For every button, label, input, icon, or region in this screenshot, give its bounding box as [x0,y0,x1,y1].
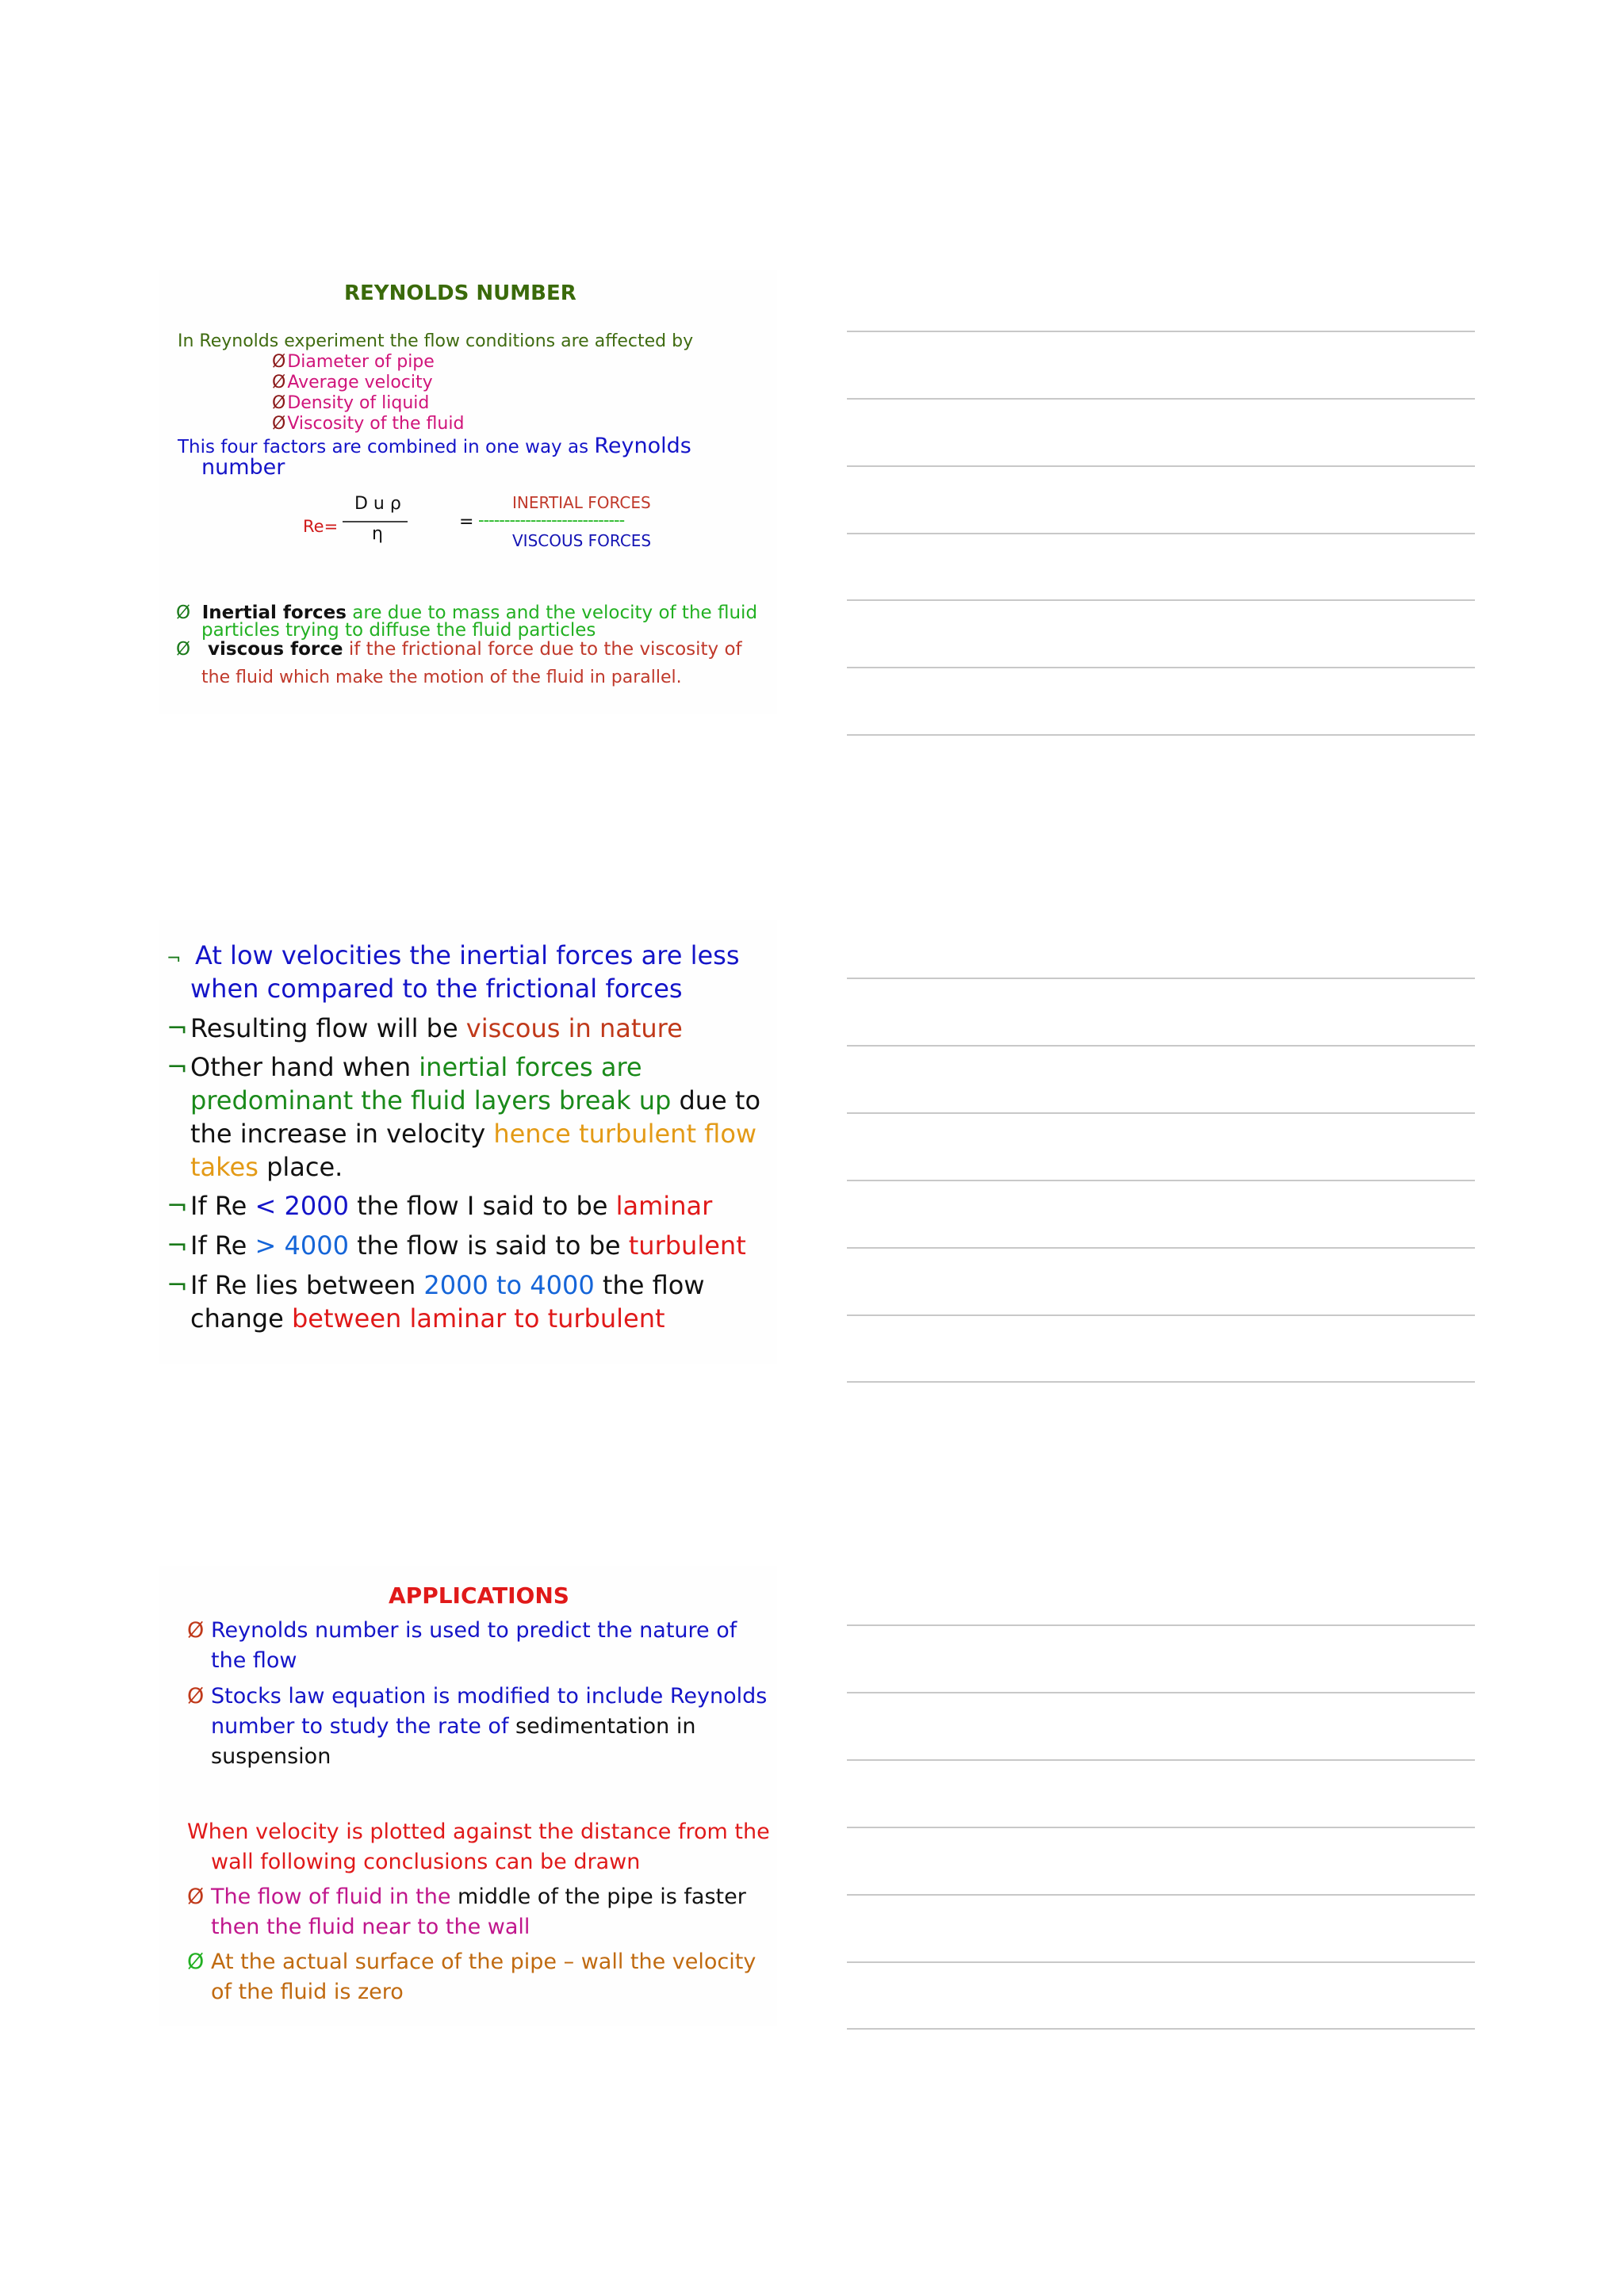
factor-item [272,373,433,392]
list-item: Ø Stocks law equation is modified to include Reynolds [187,1684,768,1709]
equation-numerator: D u ρ [354,494,401,514]
note-line [847,465,1475,467]
factor-label: Density of liquid [287,393,430,413]
list-item-cont: number to study the rate of sedimentation in [211,1714,696,1739]
list-item: Ø Reynolds number is used to predict the nature of [187,1618,737,1643]
intro-text: In Reynolds experiment the flow conditions are affected by [178,331,694,351]
viscous-force-cont: the fluid which make the motion of the fluid in parallel. [201,668,682,687]
list-item-cont: then the fluid near to the wall [211,1915,530,1939]
list-item-cont: when compared to the frictional forces [190,974,683,1004]
note-line [847,1624,1475,1626]
equation-lhs: Re= [303,517,339,536]
bullet-marker: Ø [272,373,286,392]
factor-item [272,414,464,434]
factor-item [272,393,429,413]
note-line [847,1827,1475,1828]
note-line [847,1961,1475,1963]
note-line [847,734,1475,736]
bullet-marker: Ø [272,393,286,413]
note-line [847,2028,1475,2030]
list-item-cont: takes place. [190,1152,343,1182]
fraction-bar [343,521,408,522]
equals-sign: = [459,512,474,532]
paragraph-cont: wall following conclusions can be drawn [211,1850,641,1874]
note-line [847,1247,1475,1249]
note-line [847,331,1475,332]
note-line [847,1381,1475,1383]
note-line [847,1692,1475,1693]
bullet-marker: Ø [272,352,286,372]
ratio-denominator: VISCOUS FORCES [512,531,652,550]
note-line [847,1314,1475,1316]
factor-label: Viscosity of the fluid [287,414,465,434]
note-line [847,1894,1475,1896]
factor-label: Average velocity [287,373,433,392]
combined-text: This four factors are combined in one way as Reynolds number [178,434,691,480]
paragraph: When velocity is plotted against the distance from the [187,1820,770,1844]
list-item-cont: of the fluid is zero [211,1980,404,2004]
note-line [847,1112,1475,1114]
bullet-marker: Ø [272,414,286,434]
list-item-cont: suspension [211,1744,331,1769]
note-line [847,1045,1475,1047]
note-line [847,398,1475,400]
note-line [847,667,1475,668]
list-item: ¬Other hand when inertial forces are [167,1052,642,1082]
list-item-cont: the flow [211,1648,297,1673]
note-line [847,1180,1475,1181]
list-item: ¬If Re < 2000 the flow I said to be laminar [167,1191,713,1221]
note-line [847,599,1475,601]
note-line [847,533,1475,534]
factor-label: Diameter of pipe [287,352,435,372]
note-line [847,978,1475,979]
list-item: ¬ At low velocities the inertial forces are less [167,940,740,970]
list-item-cont: predominant the fluid layers break up due to [190,1085,761,1115]
list-item: ¬Resulting flow will be viscous in nature [167,1013,683,1043]
note-line [847,1759,1475,1761]
viscous-force-bullet: Ø viscous force if the frictional force due to the viscosity of [176,639,742,660]
factor-item [272,352,435,372]
list-item: Ø The flow of fluid in the middle of the pipe is faster [187,1885,746,1909]
slide-1-title: REYNOLDS NUMBER [344,281,576,305]
list-item: ¬If Re > 4000 the flow is said to be turbulent [167,1230,746,1261]
list-item: ¬If Re lies between 2000 to 4000 the flow [167,1270,705,1300]
list-item-cont: change between laminar to turbulent [190,1303,665,1334]
inertial-forces-cont: particles trying to diffuse the fluid particles [201,620,596,641]
slide-3-title: APPLICATIONS [389,1582,569,1609]
ratio-dashes: ---------------------------- [478,511,625,530]
inertial-forces-bullet: Ø Inertial forces are due to mass and the velocity of the fluid [176,603,758,623]
list-item-cont: the increase in velocity hence turbulent flow [190,1119,757,1149]
list-item: Ø At the actual surface of the pipe – wall the velocity [187,1950,756,1974]
equation-denominator: η [372,524,383,544]
ratio-numerator: INERTIAL FORCES [512,493,651,512]
